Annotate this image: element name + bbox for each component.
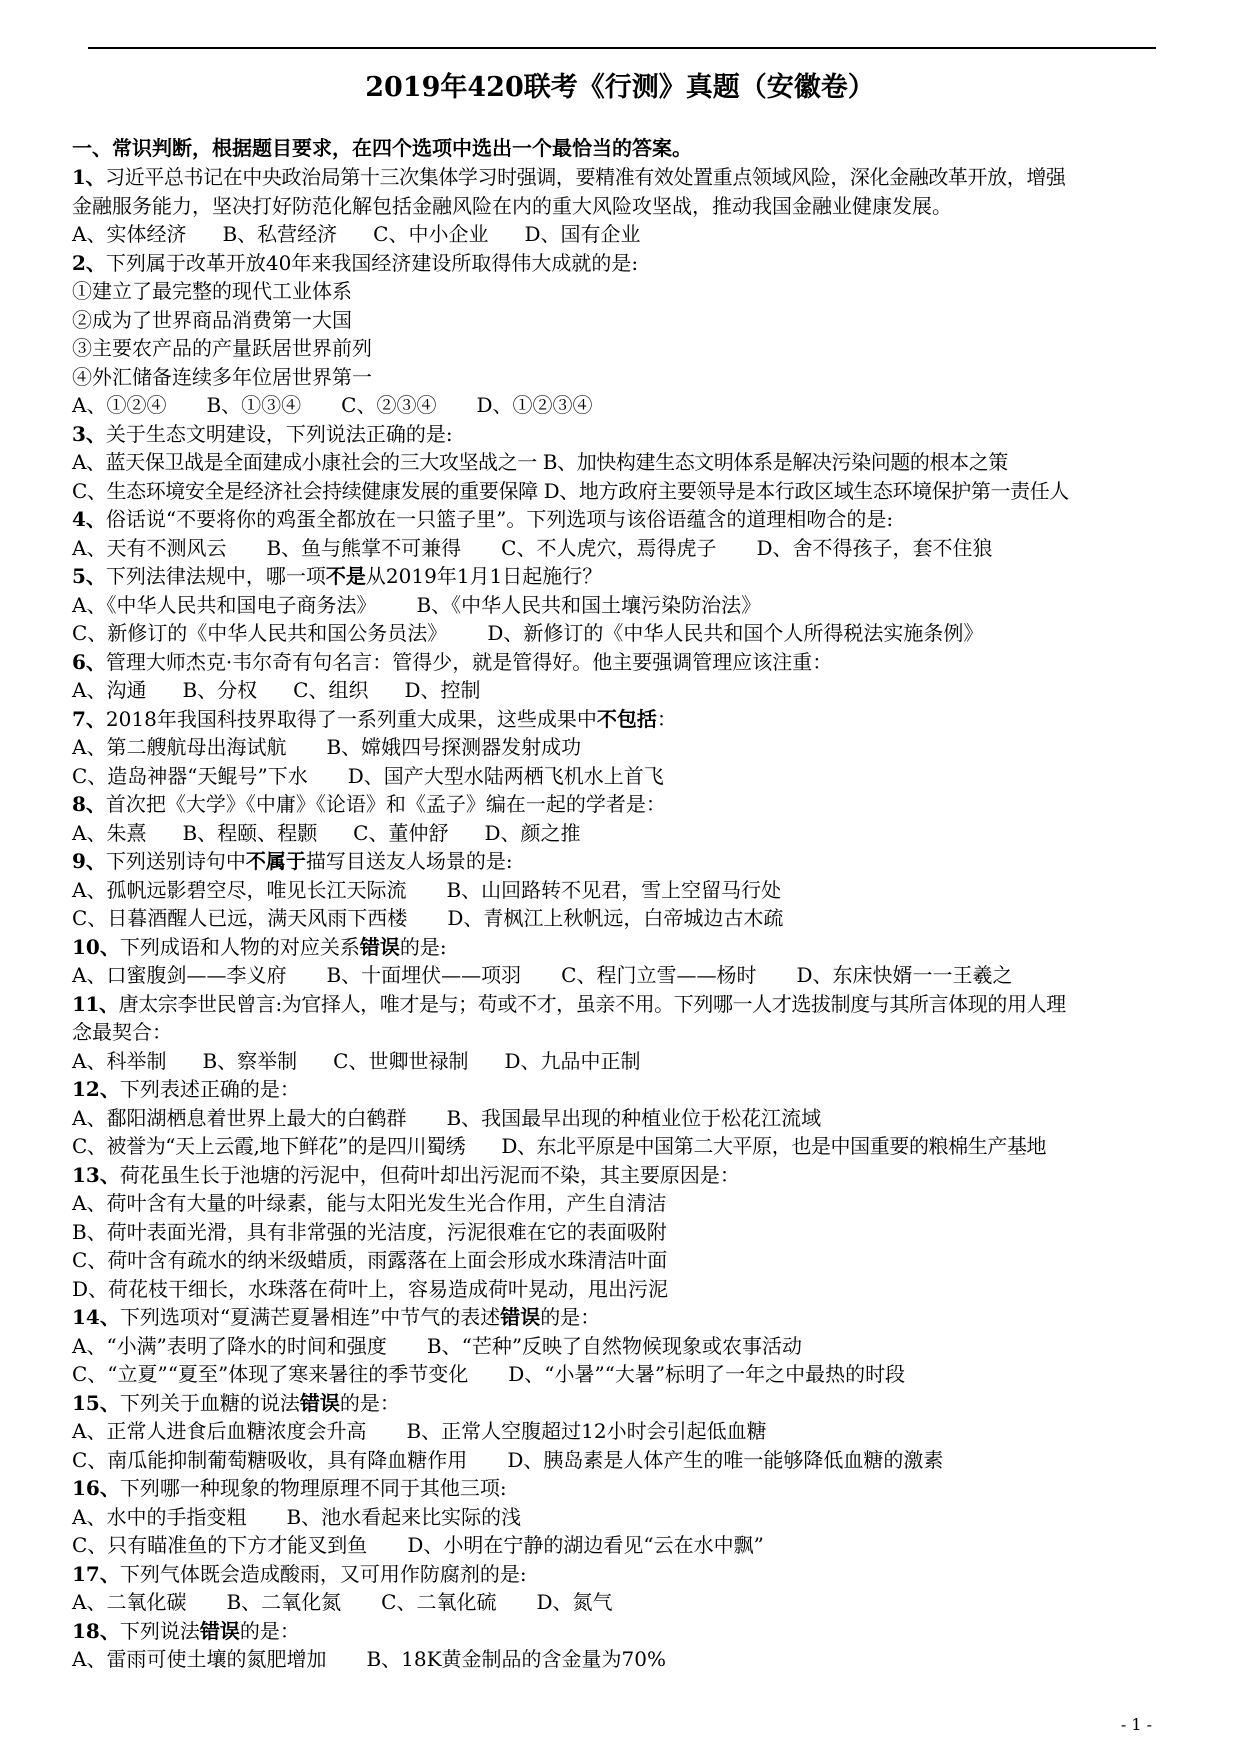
option-a: A、二氧化碳	[72, 1590, 187, 1614]
question-14-stem: 14、下列选项对“夏满芒夏暑相连”中节气的表述错误的是：	[72, 1305, 601, 1329]
option-b: B、我国最早出现的种植业位于松花江流域	[446, 1105, 822, 1130]
option-c: C、荷叶含有疏水的纳米级蜡质，雨露落在上面会形成水珠清洁叶面	[72, 1248, 668, 1272]
option-c: C、“立夏”“夏至”体现了寒来暑往的季节变化	[72, 1362, 469, 1386]
option-d: D、东床快婿一一王羲之	[796, 963, 1013, 987]
option-a: A、朱熹	[72, 820, 147, 845]
question-5-stem: 5、下列法律法规中，哪一项不是从2019年1月1日起施行？	[72, 564, 603, 588]
option-c: C、只有瞄准鱼的下方才能叉到鱼	[72, 1533, 368, 1557]
question-number: 8、	[72, 792, 106, 816]
option-b: B、池水看起来比实际的浅	[286, 1504, 522, 1529]
question-14-options-cd	[72, 1360, 1176, 1389]
option-d: D、控制	[404, 678, 481, 702]
question-15-options-ab	[72, 1417, 1176, 1446]
option-c: C、董仲舒	[353, 820, 449, 845]
question-number: 4、	[72, 507, 106, 531]
question-3-options-cd: C、生态环境安全是经济社会持续健康发展的重要保障 D、地方政府主要领导是本行政区域生态环境保护第一责任人	[72, 478, 1069, 503]
question-17-stem: 17、下列气体既会造成酸雨，又可用作防腐剂的是:	[72, 1561, 527, 1586]
question-number: 15、	[72, 1390, 120, 1415]
question-5-options-cd	[72, 619, 1176, 648]
question-1-stem: 1、习近平总书记在中央政治局第十三次集体学习时强调，要精准有效处置重点领域风险，深化金融改革开放，增强	[72, 165, 1066, 189]
option-b: B、正常人空腹超过12小时会引起低血糖	[406, 1419, 767, 1443]
option-a: A、《中华人民共和国电子商务法》	[72, 592, 377, 617]
option-d: D、青枫江上秋帆远，白帝城边古木疏	[447, 906, 784, 930]
question-number: 7、	[72, 706, 106, 731]
section-heading: 一、常识判断，根据题目要求，在四个选项中选出一个最恰当的答案。	[72, 136, 692, 160]
option-a: A、荷叶含有大量的叶绿素，能与太阳光发生光合作用，产生自清洁	[72, 1191, 667, 1215]
option-d: D、小明在宁静的湖边看见“云在水中飘”	[407, 1533, 764, 1557]
option-b: B、察举制	[202, 1048, 298, 1073]
question-6-stem: 6、管理大师杰克·韦尔奇有句名言：管得少，就是管得好。他主要强调管理应该注重：	[72, 649, 833, 674]
question-12-options-ab	[72, 1104, 1176, 1133]
question-16-stem: 16、下列哪一种现象的物理原理不同于其他三项:	[72, 1476, 507, 1500]
option-d: D、国有企业	[524, 222, 641, 246]
question-number: 9、	[72, 849, 106, 873]
question-9-options-ab	[72, 876, 1176, 905]
option-c: C、组织	[293, 678, 369, 702]
exam-content	[72, 134, 1176, 1674]
option-c: C、不人虎穴，焉得虎子	[501, 535, 717, 560]
option-b: B、程颐、程颢	[182, 820, 318, 845]
option-b: B、十面埋伏——项羽	[326, 963, 522, 987]
question-3-stem: 3、关于生态文明建设，下列说法正确的是:	[72, 421, 453, 446]
question-16-options-cd	[72, 1531, 1176, 1560]
question-13-stem: 13、荷花虽生长于池塘的污泥中，但荷叶却出污泥而不染，其主要原因是：	[72, 1162, 740, 1187]
option-a: A、沟通	[72, 678, 147, 702]
question-number: 16、	[72, 1476, 120, 1500]
option-c: C、程门立雪——杨时	[561, 963, 757, 987]
option-d: D、新修订的《中华人民共和国个人所得税法实施条例》	[487, 621, 984, 645]
question-11-stem: 11、唐太宗李世民曾言:为官择人，唯才是与；苟或不才，虽亲不用。下列哪一人才选拔制度与其所言体现的用人理	[72, 991, 1066, 1016]
question-number: 12、	[72, 1077, 120, 1101]
emphasis-text: 不属于	[245, 849, 306, 873]
option-d: D、氮气	[536, 1590, 613, 1614]
question-14-options-ab	[72, 1332, 1176, 1361]
option-d: D、颜之推	[484, 820, 581, 845]
option-b: B、“芒种”反映了自然物候现象或农事活动	[426, 1333, 803, 1358]
question-8-stem: 8、首次把《大学》《中庸》《论语》和《孟子》编在一起的学者是：	[72, 792, 666, 816]
question-2-item-2: ②成为了世界商品消费第一大国	[72, 307, 352, 332]
question-7-stem: 7、2018年我国科技界取得了一系列重大成果，这些成果中不包括：	[72, 706, 677, 731]
emphasis-text: 错误	[199, 1618, 240, 1643]
option-a: A、“小满”表明了降水的时间和强度	[72, 1333, 387, 1358]
option-a: A、第二艘航母出海试航	[72, 735, 287, 759]
option-d: D、国产大型水陆两栖飞机水上首飞	[347, 763, 664, 788]
question-10-stem: 10、下列成语和人物的对应关系错误的是:	[72, 934, 447, 959]
question-9-options-cd	[72, 904, 1176, 933]
option-d: D、“小暑”“大暑”标明了一年之中最热的时段	[508, 1362, 906, 1386]
option-a: A、实体经济	[72, 222, 187, 246]
question-6-options	[72, 676, 1176, 705]
option-a: A、水中的手指变粗	[72, 1504, 247, 1529]
option-a: A、①②④	[72, 393, 167, 417]
option-d: D、①②③④	[476, 393, 593, 417]
question-number: 14、	[72, 1305, 120, 1329]
option-c: C、南瓜能抑制葡萄糖吸收，具有降血糖作用	[72, 1447, 468, 1472]
emphasis-text: 错误	[359, 934, 400, 959]
question-number: 1、	[72, 165, 106, 189]
option-a: A、口蜜腹剑——李义府	[72, 963, 287, 987]
emphasis-text: 错误	[299, 1390, 340, 1415]
question-2-stem: 2、下列属于改革开放40年来我国经济建设所取得伟大成就的是:	[72, 250, 639, 275]
question-4-options	[72, 534, 1176, 563]
question-1-options	[72, 220, 1176, 249]
option-d: D、东北平原是中国第二大平原，也是中国重要的粮棉生产基地	[501, 1134, 1047, 1158]
question-15-stem: 15、下列关于血糖的说法错误的是：	[72, 1390, 400, 1415]
option-d: D、舍不得孩子，套不住狼	[756, 535, 993, 560]
option-d: D、荷花枝干细长，水珠落在荷叶上，容易造成荷叶晃动，甩出污泥	[72, 1276, 669, 1301]
option-b: B、山回路转不见君，雪上空留马行处	[446, 877, 782, 902]
question-2-item-1: ①建立了最完整的现代工业体系	[72, 279, 352, 303]
question-number: 13、	[72, 1162, 120, 1187]
question-1-stem-cont: 金融服务能力，坚决打好防范化解包括金融风险在内的重大风险攻坚战，推动我国金融业健康发展。	[72, 193, 952, 218]
question-15-options-cd	[72, 1446, 1176, 1475]
question-number: 18、	[72, 1618, 120, 1643]
option-b: B、二氧化氮	[226, 1590, 342, 1614]
question-12-stem: 12、下列表述正确的是：	[72, 1077, 300, 1101]
option-b: B、私营经济	[222, 222, 338, 246]
question-16-options-ab	[72, 1503, 1176, 1532]
question-8-options	[72, 819, 1176, 848]
option-b: B、鱼与熊掌不可兼得	[266, 535, 462, 560]
question-11-stem-cont: 念最契合：	[72, 1020, 172, 1044]
question-2-item-3: ③主要农产品的产量跃居世界前列	[72, 336, 372, 360]
option-a: A、天有不测风云	[72, 535, 227, 560]
question-11-options	[72, 1047, 1176, 1076]
emphasis-text: 错误	[500, 1305, 541, 1329]
option-b: B、分权	[182, 678, 258, 702]
question-number: 10、	[72, 934, 120, 959]
option-a: A、正常人进食后血糖浓度会升高	[72, 1419, 367, 1443]
option-c: C、新修订的《中华人民共和国公务员法》	[72, 621, 448, 645]
question-17-options	[72, 1588, 1176, 1617]
question-number: 17、	[72, 1561, 120, 1586]
option-c: C、日暮酒醒人已远，满天风雨下西楼	[72, 906, 408, 930]
question-number: 2、	[72, 250, 106, 275]
question-18-options-ab	[72, 1645, 1176, 1674]
option-b: B、《中华人民共和国土壤污染防治法》	[416, 592, 762, 617]
question-4-stem: 4、俗话说“不要将你的鸡蛋全都放在一只篮子里”。下列选项与该俗语蕴含的道理相吻合的是:	[72, 507, 894, 531]
option-c: C、二氧化硫	[381, 1590, 497, 1614]
question-9-stem: 9、下列送别诗句中不属于描写目送友人场景的是:	[72, 849, 513, 873]
question-3-options-ab: A、蓝天保卫战是全面建成小康社会的三大攻坚战之一 B、加快构建生态文明体系是解决污染问题的根本之策	[72, 450, 1008, 474]
option-c: C、②③④	[341, 393, 437, 417]
question-2-item-4: ④外汇储备连续多年位居世界第一	[72, 364, 372, 389]
question-number: 3、	[72, 421, 106, 446]
header-rule	[88, 47, 1156, 49]
question-number: 6、	[72, 649, 106, 674]
question-7-options-ab	[72, 733, 1176, 762]
question-number: 11、	[72, 991, 119, 1016]
option-b: B、荷叶表面光滑，具有非常强的光洁度，污泥很难在它的表面吸附	[72, 1219, 667, 1244]
option-a: A、鄱阳湖栖息着世界上最大的白鹤群	[72, 1105, 407, 1130]
option-a: A、雷雨可使土壤的氮肥增加	[72, 1647, 327, 1671]
page-title: 2019年420联考《行测》真题（安徽卷）	[365, 72, 875, 103]
question-number: 5、	[72, 564, 106, 588]
option-b: B、嫦娥四号探测器发射成功	[326, 735, 582, 759]
option-b: B、18K黄金制品的含金量为70%	[366, 1647, 666, 1671]
option-c: C、世卿世禄制	[333, 1048, 469, 1073]
question-18-stem: 18、下列说法错误的是：	[72, 1618, 300, 1643]
emphasis-text: 不是	[325, 564, 366, 588]
question-12-options-cd	[72, 1132, 1176, 1161]
option-d: D、胰岛素是人体产生的唯一能够降低血糖的激素	[507, 1447, 944, 1472]
page-number: - 1 -	[1120, 1715, 1152, 1734]
option-a: A、科举制	[72, 1048, 167, 1073]
option-b: B、①③④	[206, 393, 302, 417]
emphasis-text: 不包括	[596, 706, 657, 731]
option-c: C、被誉为“天上云霞,地下鲜花”的是四川蜀绣	[72, 1134, 466, 1158]
question-10-options	[72, 961, 1176, 990]
question-5-options-ab	[72, 591, 1176, 620]
option-d: D、九品中正制	[504, 1048, 641, 1073]
option-a: A、孤帆远影碧空尽，唯见长江天际流	[72, 877, 407, 902]
option-c: C、造岛神器“天鲲号”下水	[72, 763, 308, 788]
question-7-options-cd	[72, 762, 1176, 791]
question-2-options	[72, 391, 1176, 420]
option-c: C、中小企业	[373, 222, 489, 246]
